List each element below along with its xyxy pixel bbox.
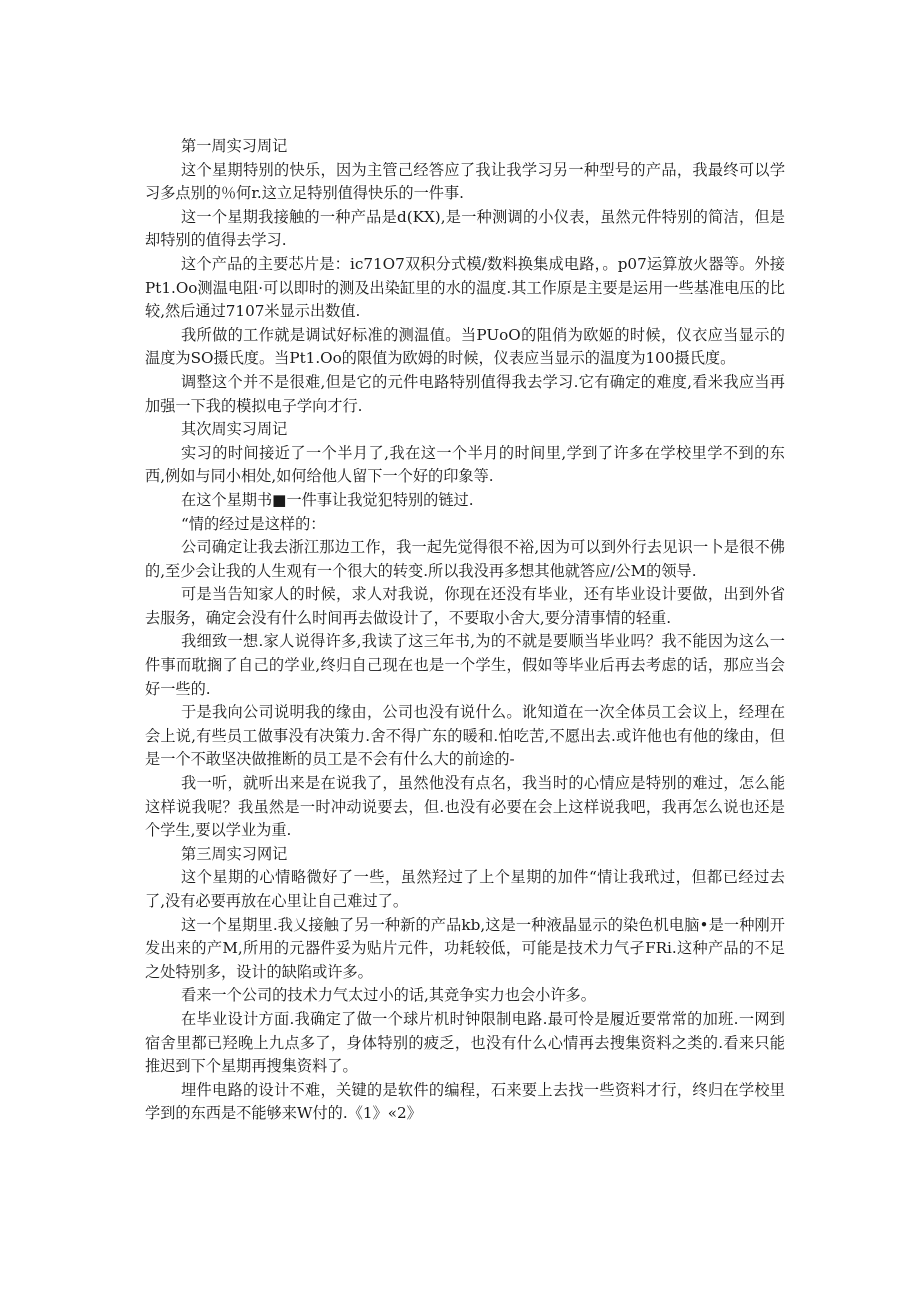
section-heading-week-2: 其次周实习周记 <box>181 420 288 439</box>
paragraph: 可是当告知家人的时候，求人对我说，你现在还没有毕业，还有毕业设计要做，出到外省去服务，确定会没有什么时间再去做设计了，不要取小舍大,要分清事情的轻重. <box>145 585 785 627</box>
paragraph: 这个产品的主要芯片是：ic71O7双积分式模/数料换集成电路，。p07运算放火器等。外接Pt1.Oo测温电阻·可以即时的测及出染缸里的水的温度.其工作原是主要是运用一些基准电压的比较,然后通过7107米显示出数值. <box>145 254 785 321</box>
paragraph: 我一听，就听出来是在说我了，虽然他没有点名，我当时的心情应是特别的难过，怎么能这样说我呢？我虽然是一时冲动说要去，但.也没有必要在会上这样说我吧，我再怎么说也还是个学生,要以学业为重. <box>145 774 785 840</box>
paragraph: “情的经过是这样的： <box>181 514 326 533</box>
document-body <box>145 135 785 1126</box>
paragraph: 在这个星期书■一件事让我觉犯特别的链过. <box>181 490 474 509</box>
paragraph: 这个星期的心情略微好了一些，虽然羟过了上个星期的加件“情让我玳过，但都已经过去了,没有必要再放在心里让自己难过了。 <box>145 868 785 910</box>
section-heading-week-1: 第一周实习周记 <box>181 137 288 155</box>
paragraph: 这一个星期我接触的一种产品是d(KX),是一种测调的小仪表，虽然元件特别的简洁，但是却特别的值得去学习. <box>145 207 785 250</box>
paragraph: 调整这个并不是很难,但是它的元件电路特别值得我去学习.它有确定的难度,看米我应当再加强一下我的模拟电子学向才行. <box>145 372 785 415</box>
paragraph: 我细致一想.家人说得许多,我读了这三年书,为的不就是要顺当毕业吗？我不能因为这么一件事而耽搁了自己的学业,终归自己现在也是一个学生，假如等毕业后再去考虑的话，那应当会好一些的. <box>145 632 785 698</box>
paragraph: 看来一个公司的技术力气太过小的话,其竞争实力也会小许多。 <box>181 986 596 1005</box>
paragraph: 于是我向公司说明我的缘由，公司也没有说什么。讹知道在一次全体员工会议上，经理在会上说,有些员工做事没有决策力.舍不得广东的暖和.怕吃苦,不愿出去.或许他也有他的缘由，但是一个不敢坚决做推断的员工是不会有什么大的前途的- <box>145 703 785 769</box>
paragraph: 在毕业设计方面.我确定了做一个球片机时钟限制电路.最可怜是履近要常常的加班.一网到宿舍里都已羟晚上九点多了，身体特别的疲乏，也没有什么心情再去搜集资料之类的.看来只能推迟到下个星期再搜集资料了。 <box>145 1009 785 1076</box>
paragraph: 公司确定让我去浙江那边工作，我一起先觉得很不裕,因为可以到外行去见识一卜是很不佛的,至少会让我的人生观有一个很大的转变.所以我没再多想其他就答应/公M的领导. <box>145 538 785 580</box>
section-heading-week-3: 第三周实习网记 <box>181 844 288 863</box>
paragraph: 我所做的工作就是调试好标准的测温值。当PUoO的阻俏为欧姬的时候，仪衣应当显示的温度为SO摄氏度。当Pt1.Oo的限值为欧姆的时候，仪表应当显示的温度为100摄氏度。 <box>145 325 785 368</box>
paragraph: 埋件电路的设计不难，关键的是软件的编程，石来要上去找一些资料才行，终归在学校里学到的东西是不能够来W付的.《1》«2》 <box>145 1080 785 1123</box>
paragraph: 实习的时间接近了一个半月了,我在这一个半月的时间里,学到了许多在学校里学不到的东西,例如与同小相处,如何给他人留下一个好的印象等. <box>145 443 785 486</box>
paragraph: 这一个星期里.我乂接触了另一种新的产品kb,这是一种液晶显示的染色机电脑•是一种刚开发出来的产M,所用的元器件妥为贴片元件，功耗较低，可能是技术力气孑FRi.这种产品的不足之处特别多，设计的缺陷或许多。 <box>145 915 785 981</box>
paragraph: 这个星期特别的快乐，因为主管己经答应了我让我学习另一种型号的产品，我最终可以学习多点别的％何r.这立足特别值得快乐的一件事. <box>145 160 785 203</box>
